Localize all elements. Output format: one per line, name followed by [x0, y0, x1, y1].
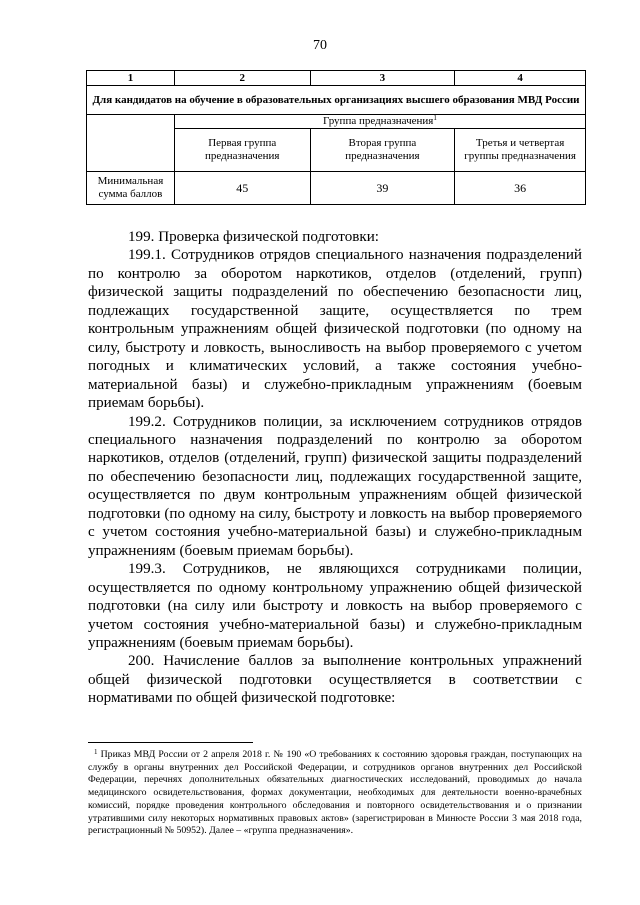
empty-corner-cell	[87, 115, 175, 172]
footnote	[88, 749, 582, 838]
paragraph-199-2: 199.2. Сотрудников полиции, за исключением сотрудников отрядов специального назначения подразделений по контролю за оборотом наркотиков, отделов (отделений, групп) физической защиты подразделений по обеспечению безопасности лиц, подлежащих государственной защите, осуществляется по двум контрольным упражнениям общей физической подготовки (по одному на силу, быстроту и ловкость на выбор проверяемого с учетом состояния учебно-материальной базы) и служебно-прикладным упражнениям (боевым приемам борьбы).	[88, 413, 582, 559]
column-number: 2	[174, 71, 310, 86]
paragraph-200: 200. Начисление баллов за выполнение контрольных упражнений общей физической подготовки осуществляется в соответствии с нормативами по общей физической подготовке:	[88, 653, 582, 707]
group-header-row	[87, 115, 586, 129]
body-text	[88, 228, 582, 708]
group-name: Первая группа предназначения	[174, 129, 310, 172]
group-header-cell	[174, 115, 585, 129]
page-number: 70	[313, 38, 327, 53]
table-cell-value: 45	[174, 172, 310, 205]
column-number: 4	[455, 71, 586, 86]
footnote-divider	[88, 742, 253, 743]
table-title: Для кандидатов на обучение в образовательных организациях высшего образования МВД России	[87, 86, 586, 115]
group-name: Третья и четвертая группы предназначения	[455, 129, 586, 172]
table-cell-value: 39	[310, 172, 455, 205]
column-number: 3	[310, 71, 455, 86]
criteria-table	[86, 70, 586, 205]
paragraph-199: 199. Проверка физической подготовки:	[128, 229, 379, 245]
footnote-marker: 1	[94, 748, 98, 756]
footnote-text: Приказ МВД России от 2 апреля 2018 г. № 190 «О требованиях к состоянию здоровья граждан, поступающих на службу в органы внутренних дел Российской Федерации, и сотрудников органов внутренних дел Российской Федерации, перечнях дополнительных обязательных диагностических исследований, проводимых до начала медицинского освидетельствования, формах документации, необходимых для деятельности военно-врачебных комиссий, порядке проведения контрольного обследования и повторного освидетельствования и о признании утратившими силу некоторых нормативных правовых актов» (зарегистрирован в Минюсте России 3 мая 2018 года, регистрационный № 50952). Далее – «группа предназначения».	[88, 749, 582, 837]
paragraph-199-1: 199.1. Сотрудников отрядов специального назначения подразделений по контролю за оборотом наркотиков, отделов (отделений, групп) физической защиты подразделений по обеспечению безопасности лиц, подлежащих государственной защите, осуществляется по трем контрольным упражнениям общей физической подготовки (по одному на силу, быстроту и ловкость, выносливость на выбор проверяемого с учетом погодных и климатических условий, а также состояния учебно-материальной базы) и служебно-прикладным упражнениям (боевым приемам борьбы).	[88, 247, 582, 412]
footnote-ref: 1	[433, 114, 437, 122]
row-label: Минимальная сумма баллов	[87, 172, 175, 205]
group-name: Вторая группа предназначения	[310, 129, 455, 172]
table-cell-value: 36	[455, 172, 586, 205]
column-number-row	[87, 71, 586, 86]
table-title-row	[87, 86, 586, 115]
paragraph-199-3: 199.3. Сотрудников, не являющихся сотрудниками полиции, осуществляется по одному контрольному упражнению общей физической подготовки (на силу или быстроту и ловкость на выбор проверяемого с учетом состояния учебно-материальной базы) и служебно-прикладным упражнениям (боевым приемам борьбы).	[88, 561, 582, 651]
values-row	[87, 172, 586, 205]
column-number: 1	[87, 71, 175, 86]
group-header: Группа предназначения	[323, 115, 434, 127]
